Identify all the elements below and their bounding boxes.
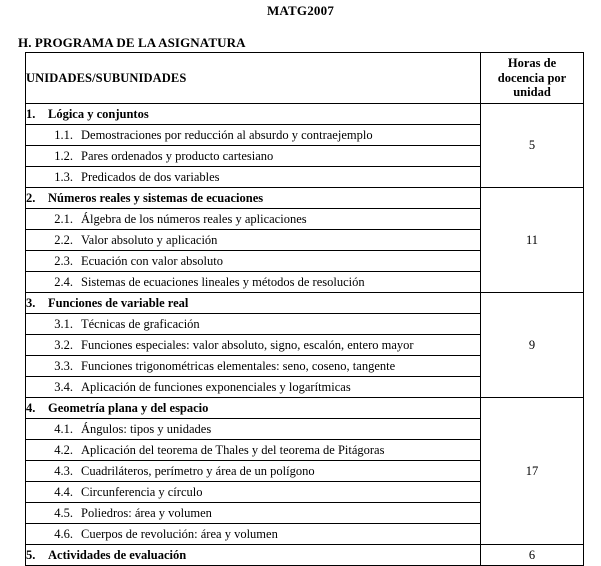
subunit-title-cell [26, 440, 481, 461]
subunit-number: 3.2. [54, 337, 73, 352]
subunit-title: Demostraciones por reducción al absurdo y contraejemplo [81, 127, 373, 142]
subunit-number: 4.5. [54, 505, 73, 520]
unit-number: 3. [26, 295, 36, 310]
subunit-title: Valor absoluto y aplicación [81, 232, 218, 247]
subunit-number: 1.1. [54, 127, 73, 142]
subunit-title: Funciones especiales: valor absoluto, signo, escalón, entero mayor [81, 337, 414, 352]
unit-title-cell [26, 398, 481, 419]
subunit-number: 4.6. [54, 526, 73, 541]
subunit-title: Ecuación con valor absoluto [81, 253, 223, 268]
subunit-title: Cuadriláteros, perímetro y área de un polígono [81, 463, 315, 478]
table-header-row [26, 53, 584, 104]
subunit-number: 4.3. [54, 463, 73, 478]
unit-number: 2. [26, 190, 36, 205]
subunit-title-cell [26, 314, 481, 335]
column-header-units: UNIDADES/SUBUNIDADES [26, 53, 481, 104]
subunit-title: Álgebra de los números reales y aplicaciones [81, 211, 307, 226]
unit-number: 4. [26, 400, 36, 415]
subunit-number: 3.4. [54, 379, 73, 394]
column-header-hours-line2: docencia por [497, 70, 567, 85]
unit-title-cell [26, 545, 481, 566]
unit-row [26, 188, 584, 209]
unit-title: Geometría plana y del espacio [48, 400, 209, 415]
subunit-number: 3.1. [54, 316, 73, 331]
subunit-title: Aplicación de funciones exponenciales y logarítmicas [81, 379, 351, 394]
subunit-title-cell [26, 167, 481, 188]
table-head [26, 53, 584, 104]
unit-hours-cell: 9 [481, 293, 584, 398]
subunit-title-cell [26, 146, 481, 167]
subunit-number: 2.2. [54, 232, 73, 247]
column-header-hours-line3: unidad [513, 85, 551, 100]
subunit-title-cell [26, 251, 481, 272]
subunit-title: Circunferencia y círculo [81, 484, 203, 499]
unit-title: Actividades de evaluación [48, 547, 187, 562]
column-header-hours [481, 53, 584, 104]
subunit-number: 2.4. [54, 274, 73, 289]
subunit-number: 1.3. [54, 169, 73, 184]
subunit-title-cell [26, 230, 481, 251]
subunit-number: 4.2. [54, 442, 73, 457]
unit-number: 5. [26, 547, 36, 562]
subunit-number: 4.1. [54, 421, 73, 436]
unit-row [26, 545, 584, 566]
subunit-title-cell [26, 524, 481, 545]
unit-title-cell [26, 188, 481, 209]
subunit-title: Cuerpos de revolución: área y volumen [81, 526, 278, 541]
unit-row [26, 293, 584, 314]
subunit-title-cell [26, 419, 481, 440]
column-header-hours-line1: Horas de [507, 56, 557, 71]
subunit-title-cell [26, 377, 481, 398]
subunit-title: Pares ordenados y producto cartesiano [81, 148, 274, 163]
section-heading: H. PROGRAMA DE LA ASIGNATURA [18, 35, 246, 50]
unit-hours-cell: 11 [481, 188, 584, 293]
subunit-number: 1.2. [54, 148, 73, 163]
unit-title: Números reales y sistemas de ecuaciones [48, 190, 264, 205]
subunit-number: 2.3. [54, 253, 73, 268]
unit-hours-cell: 6 [481, 545, 584, 566]
subunit-title: Poliedros: área y volumen [81, 505, 212, 520]
subunit-title-cell [26, 125, 481, 146]
table-body [26, 104, 584, 566]
subunit-title: Aplicación del teorema de Thales y del teorema de Pitágoras [81, 442, 385, 457]
subunit-title-cell [26, 272, 481, 293]
subunit-title-cell [26, 209, 481, 230]
subunit-title-cell [26, 482, 481, 503]
document-code-title: MATG2007 [266, 3, 335, 18]
subunit-number: 4.4. [54, 484, 73, 499]
subunit-title-cell [26, 503, 481, 524]
unit-number: 1. [26, 106, 36, 121]
subunit-title: Funciones trigonométricas elementales: seno, coseno, tangente [81, 358, 396, 373]
subunit-title: Ángulos: tipos y unidades [81, 421, 212, 436]
unit-title-cell [26, 104, 481, 125]
unit-hours-cell: 5 [481, 104, 584, 188]
subunit-number: 2.1. [54, 211, 73, 226]
unit-hours-cell: 17 [481, 398, 584, 545]
unit-title: Lógica y conjuntos [48, 106, 149, 121]
unit-title-cell [26, 293, 481, 314]
subunit-title-cell [26, 335, 481, 356]
unit-row [26, 104, 584, 125]
subunit-title-cell [26, 356, 481, 377]
unit-row [26, 398, 584, 419]
subunit-title: Sistemas de ecuaciones lineales y métodos de resolución [81, 274, 365, 289]
subunit-number: 3.3. [54, 358, 73, 373]
subunit-title-cell [26, 461, 481, 482]
subunit-title: Predicados de dos variables [81, 169, 220, 184]
unit-title: Funciones de variable real [48, 295, 189, 310]
subunit-title: Técnicas de graficación [81, 316, 200, 331]
program-table [25, 52, 584, 566]
